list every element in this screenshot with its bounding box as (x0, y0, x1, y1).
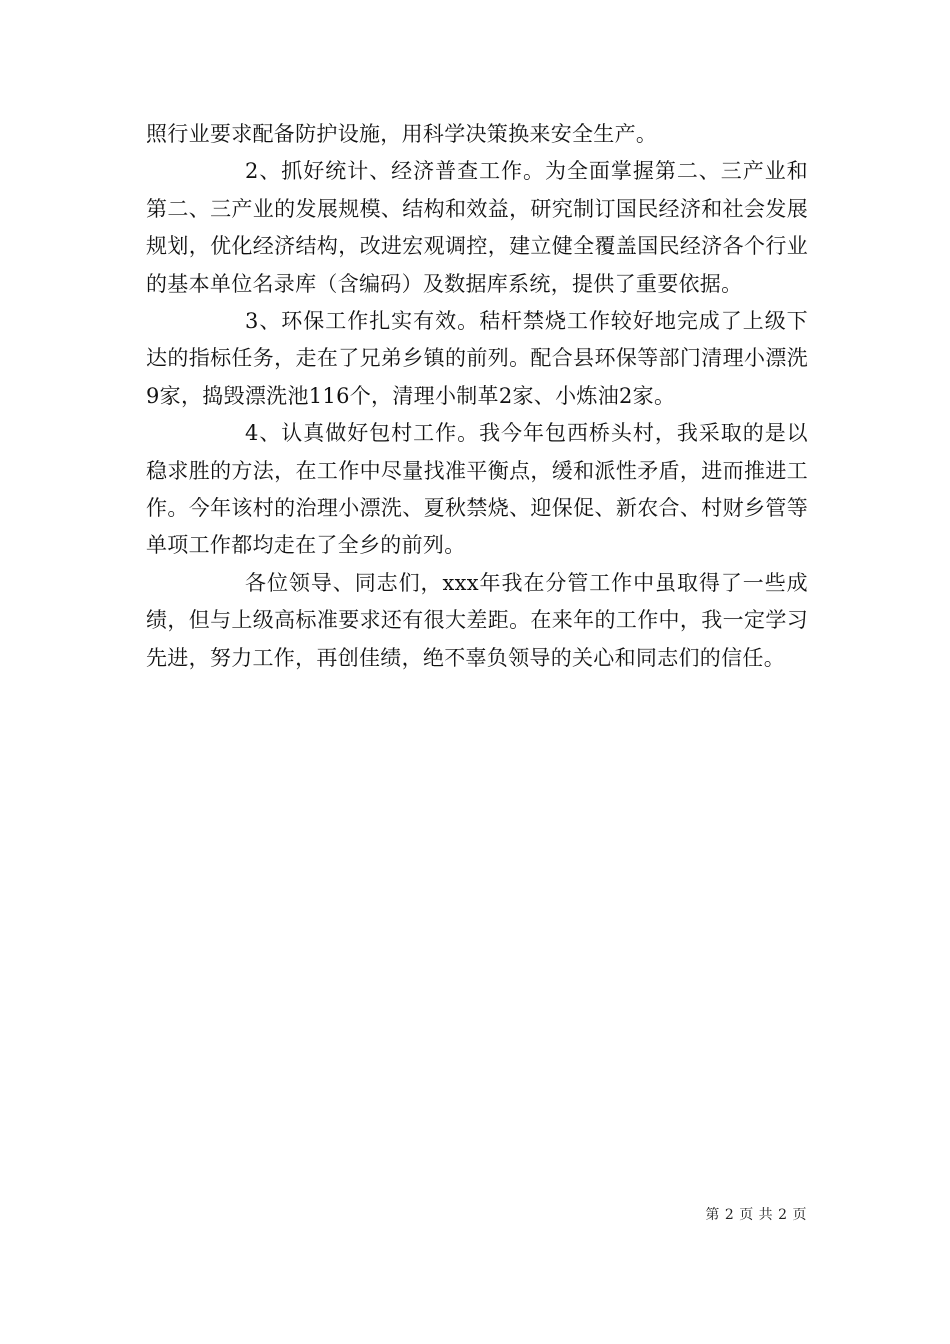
page-number-footer: 第 2 页 共 2 页 (705, 1207, 807, 1223)
document-body (146, 116, 808, 677)
paragraph-village-work: 4、认真做好包村工作。我今年包西桥头村，我采取的是以稳求胜的方法，在工作中尽量找准平衡点，缓和派性矛盾，进而推进工作。今年该村的治理小漂洗、夏秋禁烧、迎保促、新农合、村财乡管等单项工作都均走在了全乡的前列。 (146, 421, 808, 558)
paragraph-closing: 各位领导、同志们，xxx年我在分管工作中虽取得了一些成绩，但与上级高标准要求还有很大差距。在来年的工作中，我一定学习先进，努力工作，再创佳绩，绝不辜负领导的关心和同志们的信任。 (146, 570, 808, 670)
paragraph-continuation: 照行业要求配备防护设施，用科学决策换来安全生产。 (146, 122, 658, 146)
paragraph-statistics: 2、抓好统计、经济普查工作。为全面掌握第二、三产业和第二、三产业的发展规模、结构和效益，研究制订国民经济和社会发展规划，优化经济结构，改进宏观调控，建立健全覆盖国民经济各个行业的基本单位名录库（含编码）及数据库系统，提供了重要依据。 (146, 159, 808, 296)
paragraph-environment: 3、环保工作扎实有效。秸杆禁烧工作较好地完成了上级下达的指标任务，走在了兄弟乡镇的前列。配合县环保等部门清理小漂洗9家，捣毁漂洗池116个，清理小制革2家、小炼油2家。 (146, 309, 808, 408)
